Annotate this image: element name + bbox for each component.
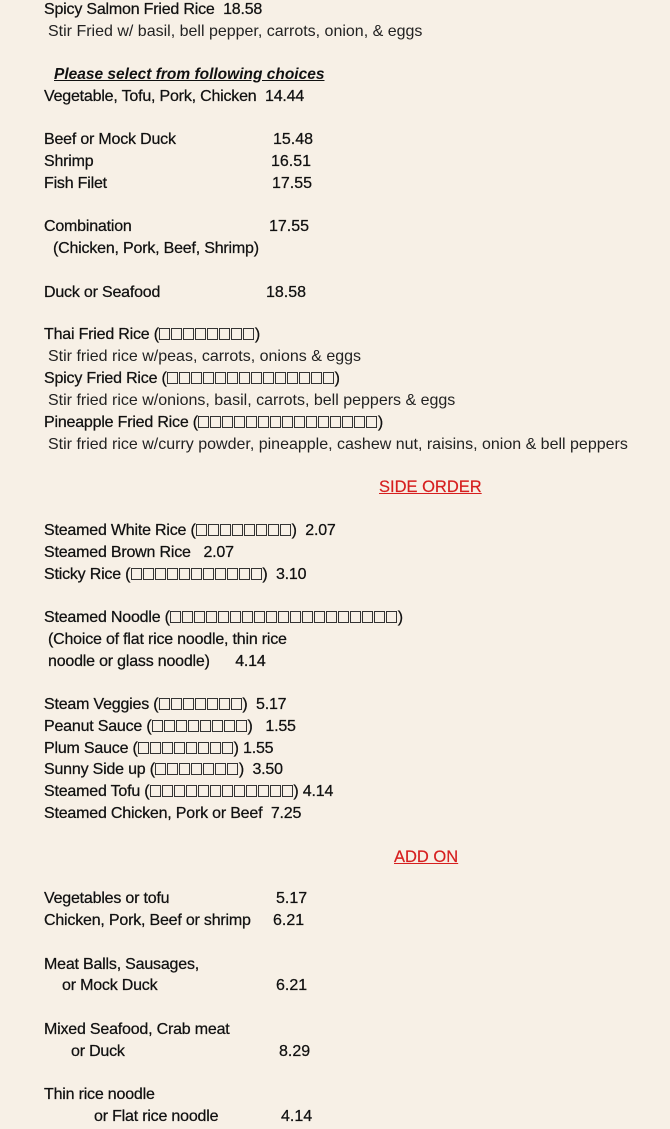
glyph-box (203, 372, 214, 384)
glyph-box (191, 763, 202, 775)
thai-script-placeholder (149, 783, 293, 800)
glyph-box (143, 568, 154, 580)
glyph-box (210, 742, 221, 754)
item-name: Steamed White Rice ( (44, 522, 196, 539)
thai-script-placeholder (196, 522, 292, 539)
glyph-box (280, 524, 291, 536)
glyph-box (234, 785, 245, 797)
thai-script-placeholder (152, 718, 248, 735)
item-description: Stir fried rice w/onions, basil, carrots, bell peppers & eggs (48, 392, 456, 409)
glyph-box (198, 742, 209, 754)
side-order-item: Plum Sauce ( ) 1.55 (44, 740, 274, 757)
glyph-box (290, 611, 301, 623)
glyph-box (314, 611, 325, 623)
glyph-box (242, 611, 253, 623)
glyph-box (162, 785, 173, 797)
choice-price: 16.51 (271, 153, 312, 170)
glyph-box (222, 416, 233, 428)
add-on-item: Vegetables or tofu (44, 890, 170, 907)
thai-script-placeholder (138, 740, 234, 757)
section-title-side-order: SIDE ORDER (379, 478, 482, 496)
glyph-box (191, 568, 202, 580)
glyph-box (210, 785, 221, 797)
glyph-box (263, 372, 274, 384)
glyph-box (203, 568, 214, 580)
glyph-box (182, 611, 193, 623)
glyph-box (179, 763, 190, 775)
side-order-item: Sunny Side up ( ) 3.50 (44, 761, 283, 778)
item-price: 1.55 (265, 718, 296, 735)
choice-price: 15.48 (273, 131, 314, 148)
glyph-box (194, 611, 205, 623)
glyph-box (256, 524, 267, 536)
item-price: 4.14 (281, 1108, 313, 1125)
glyph-box (171, 698, 182, 710)
item-price: 1.55 (243, 740, 274, 757)
glyph-box (244, 524, 255, 536)
add-on-item-cont: or Mock Duck (62, 977, 158, 994)
glyph-box (323, 372, 334, 384)
side-order-item: Steamed Tofu ( ) 4.14 (44, 783, 334, 800)
item-name: Thai Fried Rice ( (44, 326, 159, 343)
menu-item-pineapple-fried-rice: Pineapple Fried Rice ( ) (44, 414, 384, 431)
glyph-box (150, 785, 161, 797)
side-order-item: Sticky Rice ( ) 3.10 (44, 566, 307, 583)
glyph-box (294, 416, 305, 428)
item-description: Stir fried rice w/curry powder, pineapple, cashew nut, raisins, onion & bell peppers (48, 436, 628, 453)
item-name: Pineapple Fried Rice ( (44, 414, 198, 431)
glyph-box (188, 720, 199, 732)
glyph-box (231, 698, 242, 710)
glyph-box (270, 785, 281, 797)
item-name: noodle or glass noodle) (48, 653, 210, 670)
glyph-box (251, 372, 262, 384)
glyph-box (207, 328, 218, 340)
glyph-box (164, 720, 175, 732)
glyph-box (155, 763, 166, 775)
glyph-box (183, 328, 194, 340)
glyph-box (215, 372, 226, 384)
section-title-add-on: ADD ON (394, 848, 459, 866)
glyph-box (282, 785, 293, 797)
item-description (48, 652, 266, 672)
glyph-box (227, 568, 238, 580)
glyph-box (222, 785, 233, 797)
item-price: 2.07 (305, 522, 336, 539)
thai-script-placeholder (170, 609, 398, 626)
glyph-box (183, 698, 194, 710)
glyph-box (174, 785, 185, 797)
item-price: 7.25 (270, 805, 302, 822)
item-price: 6.21 (276, 977, 308, 994)
item-name: Steamed Noodle ( (44, 609, 170, 626)
glyph-box (302, 611, 313, 623)
glyph-box (318, 416, 329, 428)
thai-script-placeholder (155, 761, 239, 778)
glyph-box (231, 328, 242, 340)
item-name: Steamed Chicken, Pork or Beef (44, 805, 263, 822)
choice-detail: (Chicken, Pork, Beef, Shrimp) (53, 240, 259, 257)
glyph-box (196, 524, 207, 536)
glyph-box (212, 720, 223, 732)
item-name: Plum Sauce ( (44, 740, 138, 757)
glyph-box (282, 416, 293, 428)
thai-script-placeholder (198, 414, 378, 431)
glyph-box (266, 611, 277, 623)
glyph-box (152, 720, 163, 732)
glyph-box (227, 763, 238, 775)
thai-script-placeholder (167, 370, 335, 387)
glyph-box (268, 524, 279, 536)
side-order-item: Steam Veggies ( ) 5.17 (44, 696, 287, 713)
item-name: Steamed Brown Rice (44, 544, 191, 561)
glyph-box (222, 742, 233, 754)
glyph-box (354, 416, 365, 428)
glyph-box (155, 568, 166, 580)
glyph-box (159, 328, 170, 340)
glyph-box (227, 372, 238, 384)
item-price: 18.58 (223, 1, 263, 18)
item-name: Spicy Salmon Fried Rice (44, 1, 215, 18)
glyph-box (167, 568, 178, 580)
add-on-item: Mixed Seafood, Crab meat (44, 1021, 230, 1038)
glyph-box (207, 698, 218, 710)
glyph-box (215, 568, 226, 580)
glyph-box (243, 328, 254, 340)
glyph-box (386, 611, 397, 623)
thai-script-placeholder (130, 566, 262, 583)
item-description: Stir Fried w/ basil, bell pepper, carrots, onion, & eggs (48, 23, 423, 40)
glyph-box (198, 416, 209, 428)
glyph-box (246, 416, 257, 428)
glyph-box (170, 611, 181, 623)
glyph-box (278, 611, 289, 623)
side-order-item: Steamed Noodle ( ) (44, 609, 403, 626)
side-order-item (44, 543, 234, 563)
glyph-box (150, 742, 161, 754)
item-price: 8.29 (279, 1043, 311, 1060)
glyph-box (374, 611, 385, 623)
item-name: Sunny Side up ( (44, 761, 155, 778)
glyph-box (131, 568, 142, 580)
item-price: 3.10 (275, 566, 307, 583)
side-order-item: Steamed White Rice ( ) 2.07 (44, 522, 336, 539)
glyph-box (186, 785, 197, 797)
item-name: Steam Veggies ( (44, 696, 159, 713)
menu-item-thai-fried-rice: Thai Fried Rice ( ) (44, 326, 260, 343)
glyph-box (246, 785, 257, 797)
glyph-box (174, 742, 185, 754)
glyph-box (239, 568, 250, 580)
item-name: Peanut Sauce ( (44, 718, 152, 735)
glyph-box (224, 720, 235, 732)
glyph-box (198, 785, 209, 797)
glyph-box (179, 372, 190, 384)
item-price: 2.07 (203, 544, 234, 561)
glyph-box (203, 763, 214, 775)
glyph-box (208, 524, 219, 536)
glyph-box (311, 372, 322, 384)
glyph-box (195, 698, 206, 710)
item-price: 5.17 (256, 696, 287, 713)
glyph-box (186, 742, 197, 754)
glyph-box (239, 372, 250, 384)
menu-item-spicy-salmon-fried-rice (44, 0, 262, 20)
glyph-box (195, 328, 206, 340)
item-price: 5.17 (276, 890, 308, 907)
choice-row: Combination (44, 218, 132, 235)
choice-row: Shrimp (44, 153, 94, 170)
glyph-box (306, 416, 317, 428)
add-on-item: Meat Balls, Sausages, (44, 956, 199, 973)
glyph-box (206, 611, 217, 623)
glyph-box (167, 763, 178, 775)
add-on-item: Chicken, Pork, Beef or shrimp (44, 912, 251, 929)
choice-row: Beef or Mock Duck (44, 131, 176, 148)
glyph-box (234, 416, 245, 428)
glyph-box (287, 372, 298, 384)
glyph-box (342, 416, 353, 428)
choice-price: 17.55 (269, 218, 310, 235)
glyph-box (215, 763, 226, 775)
item-description: Stir fried rice w/peas, carrots, onions & eggs (48, 348, 362, 365)
glyph-box (338, 611, 349, 623)
glyph-box (258, 785, 269, 797)
glyph-box (167, 372, 178, 384)
glyph-box (330, 416, 341, 428)
item-price: 3.50 (252, 761, 283, 778)
item-name: Sticky Rice ( (44, 566, 131, 583)
item-price: 4.14 (235, 653, 266, 670)
glyph-box (254, 611, 265, 623)
glyph-box (200, 720, 211, 732)
item-price: 6.21 (273, 912, 305, 929)
item-name: Spicy Fried Rice ( (44, 370, 167, 387)
glyph-box (362, 611, 373, 623)
glyph-box (191, 372, 202, 384)
item-price: 4.14 (302, 783, 334, 800)
choice-price: 14.44 (265, 88, 305, 105)
add-on-item-cont: or Flat rice noodle (94, 1108, 219, 1125)
add-on-item-cont: or Duck (71, 1043, 125, 1060)
choices-note: Please select from following choices (54, 66, 325, 83)
menu-item-spicy-fried-rice: Spicy Fried Rice ( ) (44, 370, 340, 387)
glyph-box (218, 611, 229, 623)
glyph-box (275, 372, 286, 384)
glyph-box (230, 611, 241, 623)
glyph-box (138, 742, 149, 754)
glyph-box (299, 372, 310, 384)
glyph-box (176, 720, 187, 732)
glyph-box (232, 524, 243, 536)
glyph-box (171, 328, 182, 340)
glyph-box (258, 416, 269, 428)
glyph-box (270, 416, 281, 428)
choice-row: Fish Filet (44, 175, 107, 192)
glyph-box (179, 568, 190, 580)
glyph-box (236, 720, 247, 732)
thai-script-placeholder (158, 696, 242, 713)
side-order-item: Peanut Sauce ( ) 1.55 (44, 718, 296, 735)
choice-row: Duck or Seafood (44, 284, 161, 301)
item-name: Steamed Tofu ( (44, 783, 150, 800)
choice-name: Vegetable, Tofu, Pork, Chicken (44, 88, 257, 105)
choice-row (44, 87, 304, 107)
choice-price: 17.55 (272, 175, 313, 192)
glyph-box (219, 698, 230, 710)
glyph-box (162, 742, 173, 754)
item-description: (Choice of flat rice noodle, thin rice (48, 631, 287, 648)
glyph-box (251, 568, 262, 580)
glyph-box (366, 416, 377, 428)
glyph-box (159, 698, 170, 710)
glyph-box (326, 611, 337, 623)
glyph-box (220, 524, 231, 536)
side-order-item (44, 804, 301, 824)
glyph-box (219, 328, 230, 340)
thai-script-placeholder (159, 326, 255, 343)
glyph-box (210, 416, 221, 428)
glyph-box (350, 611, 361, 623)
choice-price: 18.58 (266, 284, 307, 301)
add-on-item: Thin rice noodle (44, 1086, 155, 1103)
